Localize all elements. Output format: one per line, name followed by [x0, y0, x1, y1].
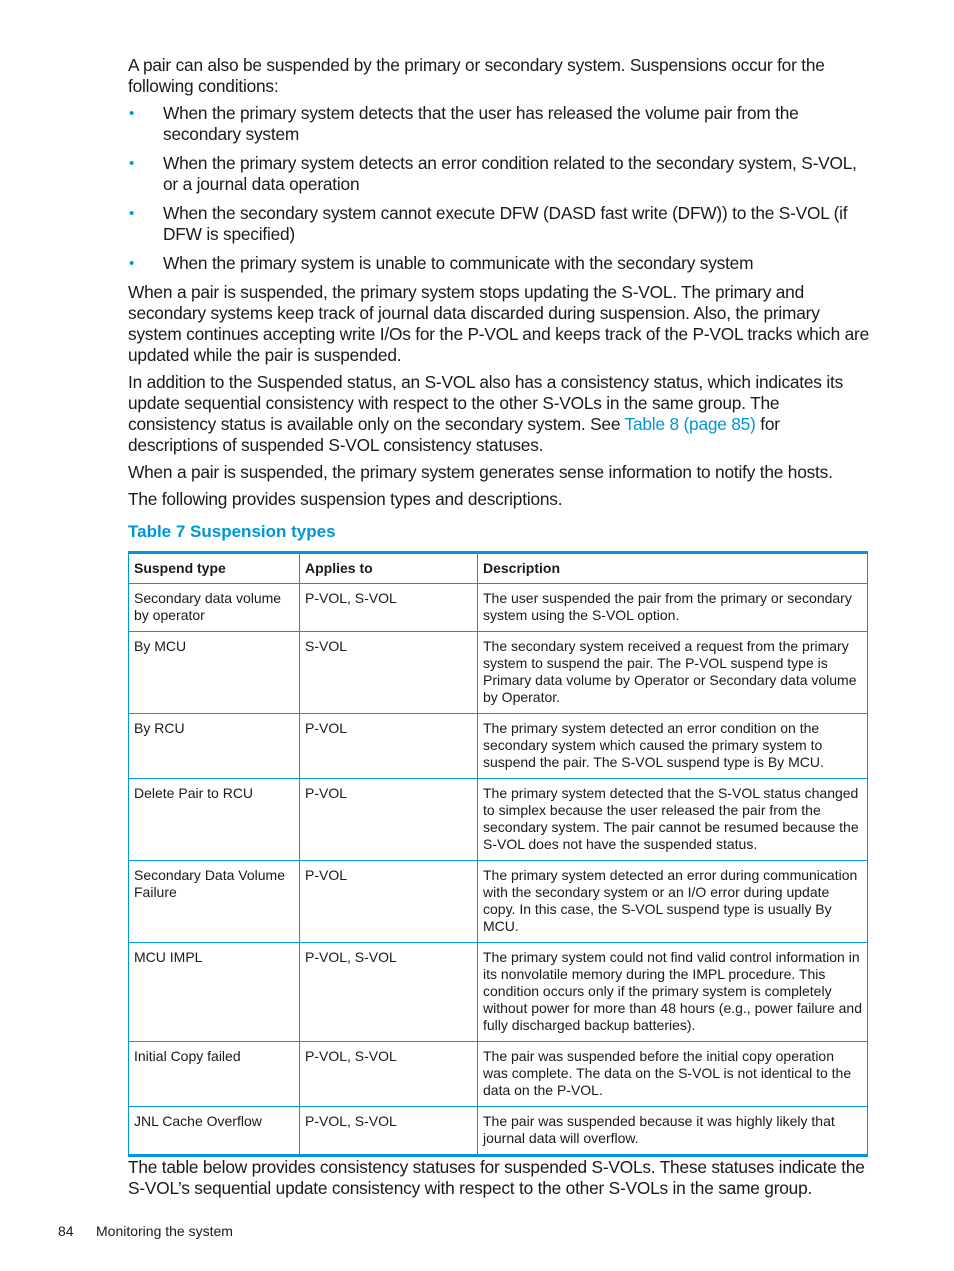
table-header-row [129, 553, 868, 584]
table-row [129, 584, 868, 632]
table-row [129, 779, 868, 861]
consistency-paragraph: In addition to the Suspended status, an S-VOL also has a consistency status, which indicates its update sequential consistency with respect to the other S-VOLs in the same group. The consistency status is available only on the secondary system. See Table 8 (page 85) for descriptions of suspended S-VOL consistency statuses. [128, 372, 844, 455]
table-cell: The primary system detected an error condition on the secondary system which caused the primary system to suspend the pair. The S-VOL suspend type is By MCU. [478, 714, 868, 779]
table-cell: S-VOL [300, 632, 478, 714]
conditions-list [128, 103, 870, 274]
footer-section-title: Monitoring the system [96, 1223, 233, 1239]
intro-paragraph: A pair can also be suspended by the primary or secondary system. Suspensions occur for the following conditions: [128, 55, 825, 96]
table-cell: P-VOL, S-VOL [300, 1107, 478, 1156]
table-cell: P-VOL [300, 714, 478, 779]
closing-paragraph: The table below provides consistency statuses for suspended S-VOLs. These statuses indicate the S-VOL’s sequential update consistency with respect to the other S-VOLs in the same group. [128, 1157, 865, 1198]
list-item: • When the primary system is unable to communicate with the secondary system [129, 253, 754, 273]
list-item: • When the secondary system cannot execute DFW (DASD fast write (DFW)) to the S-VOL (if DFW is specified) [129, 203, 848, 244]
table-cell: Delete Pair to RCU [129, 779, 300, 861]
table-cell: P-VOL, S-VOL [300, 584, 478, 632]
table-cell: Secondary Data Volume Failure [129, 861, 300, 943]
table-intro-paragraph: The following provides suspension types and descriptions. [128, 489, 563, 509]
table-8-link[interactable]: Table 8 (page 85) [624, 414, 756, 434]
table-cell: JNL Cache Overflow [129, 1107, 300, 1156]
column-header: Applies to [300, 553, 478, 584]
table-row [129, 632, 868, 714]
table-cell: Initial Copy failed [129, 1042, 300, 1107]
page-footer [58, 1223, 233, 1239]
table-row [129, 1042, 868, 1107]
column-header: Suspend type [129, 553, 300, 584]
table-cell: The user suspended the pair from the primary or secondary system using the S-VOL option. [478, 584, 868, 632]
table-cell: MCU IMPL [129, 943, 300, 1042]
table-cell: The primary system detected that the S-VOL status changed to simplex because the user released the pair from the secondary system. The pair cannot be resumed because the S-VOL does not have the suspended status. [478, 779, 868, 861]
table-cell: P-VOL [300, 779, 478, 861]
table-row [129, 1107, 868, 1156]
table-cell: The primary system detected an error during communication with the secondary system or an I/O error during update copy. In this case, the S-VOL suspend type is usually By MCU. [478, 861, 868, 943]
table-cell: By RCU [129, 714, 300, 779]
page-number: 84 [58, 1223, 74, 1239]
suspension-paragraph: When a pair is suspended, the primary system stops updating the S-VOL. The primary and secondary systems keep track of journal data discarded during suspension. Also, the primary system continues accepting write I/Os for the P-VOL and keeps track of the P-VOL tracks which are updated while the pair is suspended. [128, 282, 869, 365]
bullet-icon: • [129, 155, 135, 172]
page-content [128, 55, 870, 1205]
sense-paragraph: When a pair is suspended, the primary system generates sense information to notify the hosts. [128, 462, 833, 482]
suspension-types-table [128, 551, 868, 1157]
table-cell: The primary system could not find valid control information in its nonvolatile memory during the IMPL procedure. This condition occurs only if the primary system is completely without power for more than 48 hours (e.g., power failure and fully discharged backup batteries). [478, 943, 868, 1042]
table-caption: Table 7 Suspension types [128, 522, 336, 541]
bullet-icon: • [129, 205, 135, 222]
table-cell: P-VOL [300, 861, 478, 943]
table-row [129, 861, 868, 943]
table-cell: Secondary data volume by operator [129, 584, 300, 632]
list-item: • When the primary system detects an error condition related to the secondary system, S-VOL, or a journal data operation [129, 153, 857, 194]
column-header: Description [478, 553, 868, 584]
table-cell: P-VOL, S-VOL [300, 943, 478, 1042]
bullet-icon: • [129, 105, 135, 122]
table-cell: P-VOL, S-VOL [300, 1042, 478, 1107]
table-cell: By MCU [129, 632, 300, 714]
table-cell: The secondary system received a request from the primary system to suspend the pair. The P-VOL suspend type is Primary data volume by Operator or Secondary data volume by Operator. [478, 632, 868, 714]
table-row [129, 714, 868, 779]
list-item: • When the primary system detects that the user has released the volume pair from the secondary system [129, 103, 799, 144]
table-row [129, 943, 868, 1042]
bullet-icon: • [129, 255, 135, 272]
table-cell: The pair was suspended before the initial copy operation was complete. The data on the S-VOL is not identical to the data on the P-VOL. [478, 1042, 868, 1107]
table-cell: The pair was suspended because it was highly likely that journal data will overflow. [478, 1107, 868, 1156]
